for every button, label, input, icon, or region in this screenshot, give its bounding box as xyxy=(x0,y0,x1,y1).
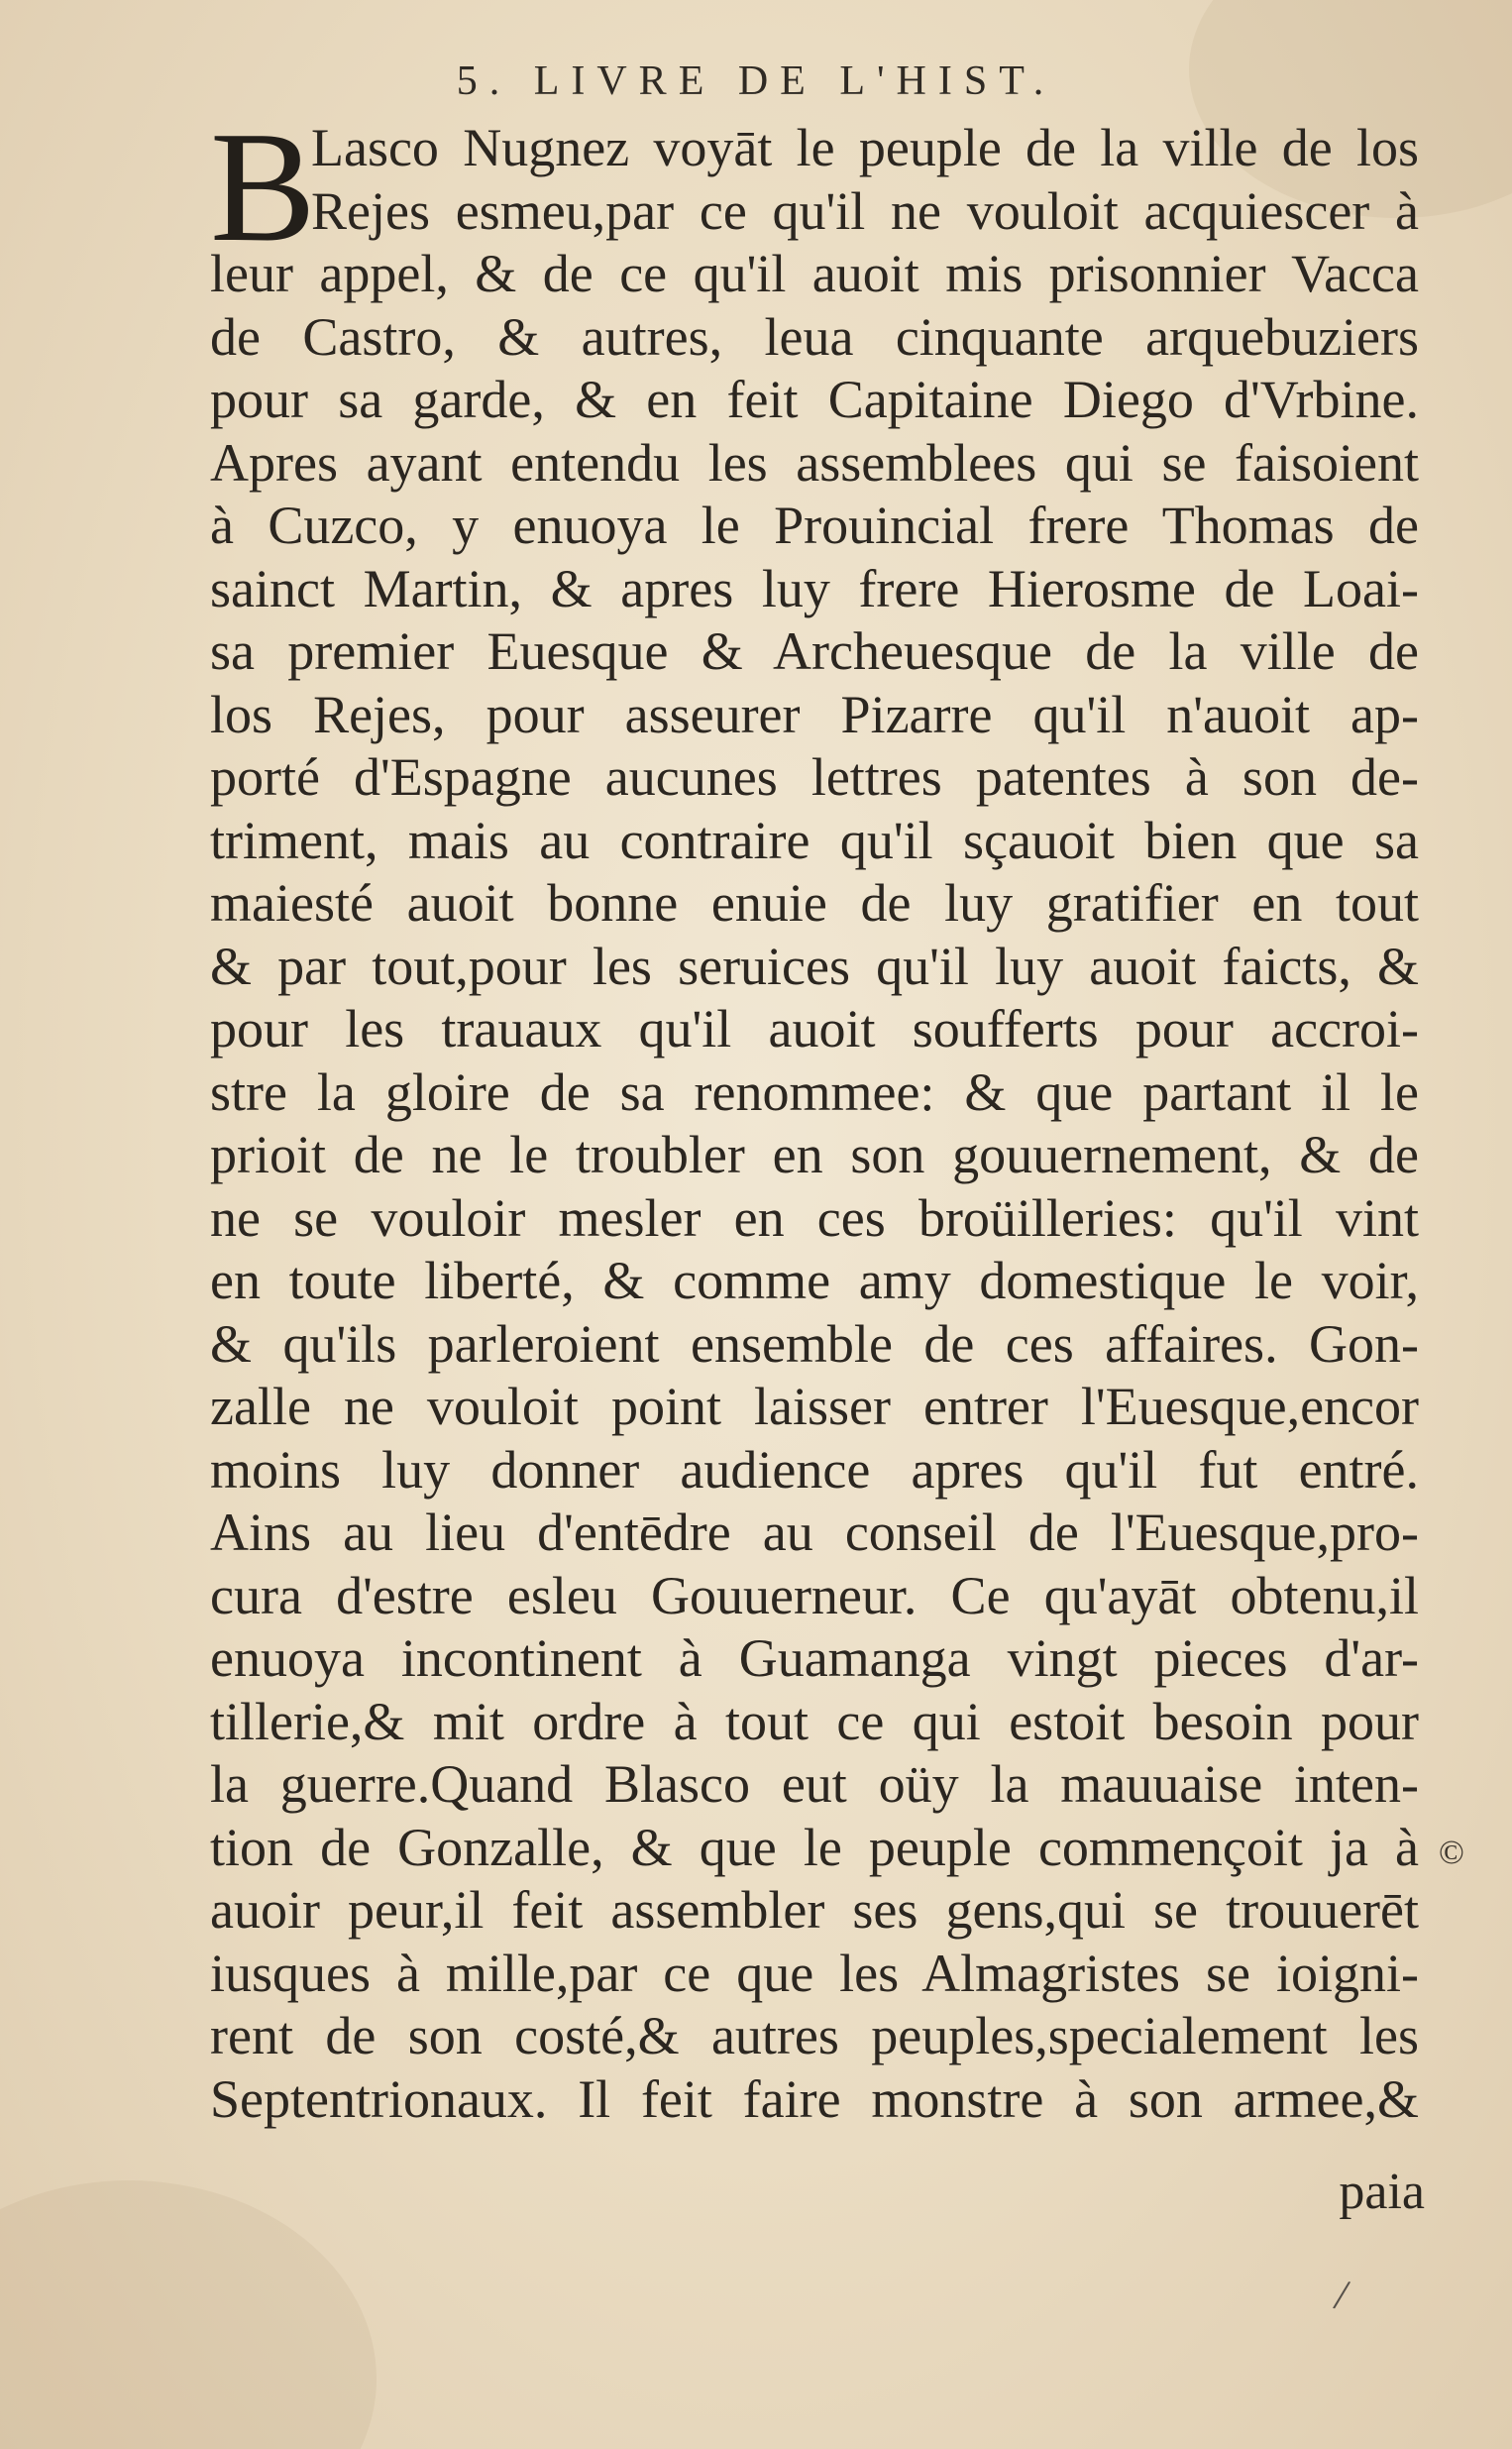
text-line: enuoya incontinent à Guamanga vingt pieces d'ar- xyxy=(210,1628,1419,1688)
text-line: & qu'ils parleroient ensemble de ces affaires. Gon- xyxy=(210,1313,1419,1374)
text-line: iusques à mille,par ce que les Almagristes se ioigni- xyxy=(210,1943,1419,2003)
pencil-mark: / xyxy=(1331,2270,1353,2320)
catchword: paia xyxy=(1339,2164,1425,2220)
text-line: pour sa garde, & en feit Capitaine Diego d'Vrbine. xyxy=(210,370,1419,429)
text-line: Apres ayant entendu les assemblees qui se faisoient xyxy=(210,432,1419,493)
text-line: cura d'estre esleu Gouuerneur. Ce qu'ayāt obtenu,il xyxy=(210,1565,1419,1625)
text-line: & par tout,pour les seruices qu'il luy auoit faicts, & xyxy=(210,936,1419,996)
text-line: sainct Martin, & apres luy frere Hierosme de Loai- xyxy=(210,558,1419,618)
text-line: ne se vouloir mesler en ces broüilleries: qu'il vint xyxy=(210,1187,1419,1248)
text-line: à Cuzco, y enuoya le Prouincial frere Thomas de xyxy=(210,496,1419,555)
text-line: prioit de ne le troubler en son gouuernement, & de xyxy=(210,1125,1419,1184)
text-line: la guerre.Quand Blasco eut oüy la mauuaise inten- xyxy=(210,1754,1419,1814)
text-line: maiesté auoit bonne enuie de luy gratifier en tout xyxy=(210,873,1419,933)
text-line: triment, mais au contraire qu'il sçauoit bien que sa xyxy=(210,810,1419,870)
running-head: 5. LIVRE DE L'HIST. xyxy=(456,58,1056,104)
text-line: tion de Gonzalle, & que le peuple commençoit ja à xyxy=(210,1817,1419,1877)
paper-stain xyxy=(0,2180,377,2449)
text-line: porté d'Espagne aucunes lettres patentes à son de- xyxy=(210,747,1419,807)
margin-mark: © xyxy=(1439,1835,1464,1871)
text-line: zalle ne vouloit point laisser entrer l'Euesque,encor xyxy=(210,1377,1419,1436)
text-line: de Castro, & autres, leua cinquante arquebuziers xyxy=(210,306,1419,367)
text-line: leur appel, & de ce qu'il auoit mis prisonnier Vacca xyxy=(210,244,1419,303)
text-line: Ains au lieu d'entēdre au conseil de l'Euesque,pro- xyxy=(210,1503,1419,1562)
text-line: rent de son costé,& autres peuples,specialement les xyxy=(210,2006,1419,2065)
text-line: moins luy donner audience apres qu'il fut entré. xyxy=(210,1439,1419,1500)
text-line: Rejes esmeu,par ce qu'il ne vouloit acquiescer à xyxy=(311,180,1419,241)
text-line: pour les trauaux qu'il auoit soufferts pour accroi- xyxy=(210,999,1419,1058)
text-line: Septentrionaux. Il feit faire monstre à son armee,& xyxy=(210,2068,1419,2129)
text-line: Lasco Nugnez voyāt le peuple de la ville de los xyxy=(311,118,1419,177)
text-line: tillerie,& mit ordre à tout ce qui estoit besoin pour xyxy=(210,1691,1419,1751)
text-line: sa premier Euesque & Archeuesque de la ville de xyxy=(210,621,1419,681)
text-line: los Rejes, pour asseurer Pizarre qu'il n'auoit ap- xyxy=(210,684,1419,744)
text-line: en toute liberté, & comme amy domestique le voir, xyxy=(210,1251,1419,1310)
body-text xyxy=(210,98,1419,2131)
drop-cap: B xyxy=(210,98,316,275)
text-line: stre la gloire de sa renommee: & que partant il le xyxy=(210,1061,1419,1122)
text-line: auoir peur,il feit assembler ses gens,qui se trouuerēt xyxy=(210,1880,1419,1940)
